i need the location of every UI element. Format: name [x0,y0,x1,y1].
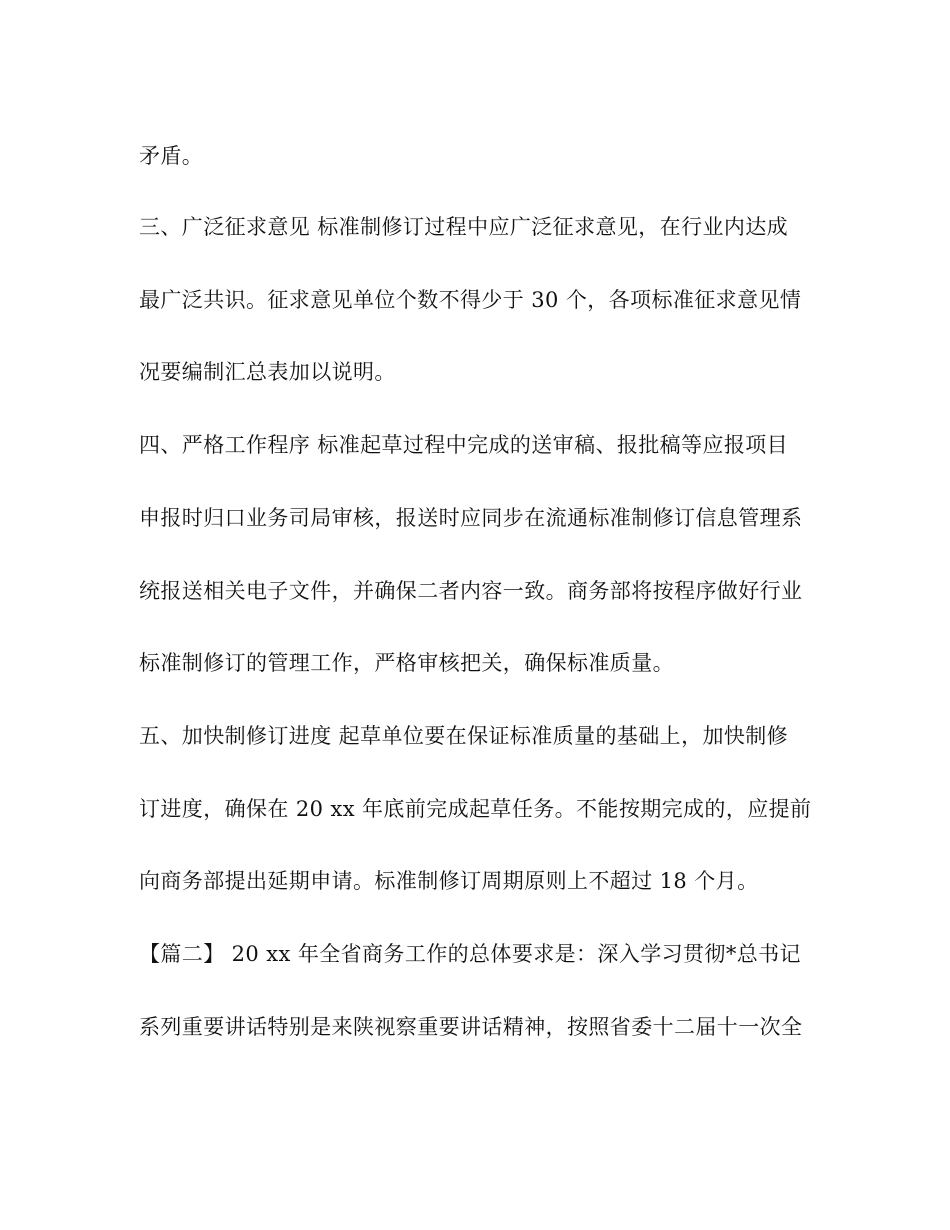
text-line-3: 最广泛共识。征求意见单位个数不得少于 30 个，各项标准征求意见情 [139,288,802,312]
text-line-4: 况要编制汇总表加以说明。 [139,360,396,384]
text-line-13: 系列重要讲话特别是来陕视察重要讲话精神，按照省委十二届十一次全 [139,1015,803,1039]
text-line-1: 矛盾。 [139,144,204,168]
text-line-11: 向商务部提出延期申请。标准制修订周期原则上不超过 18 个月。 [139,869,759,893]
text-line-8: 标准制修订的管理工作，严格审核把关，确保标准质量。 [139,651,674,675]
text-line-10: 订进度，确保在 20 xx 年底前完成起草任务。不能按期完成的，应提前 [139,797,812,821]
text-line-12: 【篇二】 20 xx 年全省商务工作的总体要求是：深入学习贯彻*总书记 [139,942,801,966]
text-line-9: 五、加快制修订进度 起草单位要在保证标准质量的基础上，加快制修 [139,724,789,748]
text-line-7: 统报送相关电子文件，并确保二者内容一致。商务部将按程序做好行业 [139,579,803,603]
text-line-5: 四、严格工作程序 标准起草过程中完成的送审稿、报批稿等应报项目 [139,433,789,457]
text-line-6: 申报时归口业务司局审核，报送时应同步在流通标准制修订信息管理系 [139,506,803,530]
text-line-2: 三、广泛征求意见 标准制修订过程中应广泛征求意见，在行业内达成 [139,215,789,239]
